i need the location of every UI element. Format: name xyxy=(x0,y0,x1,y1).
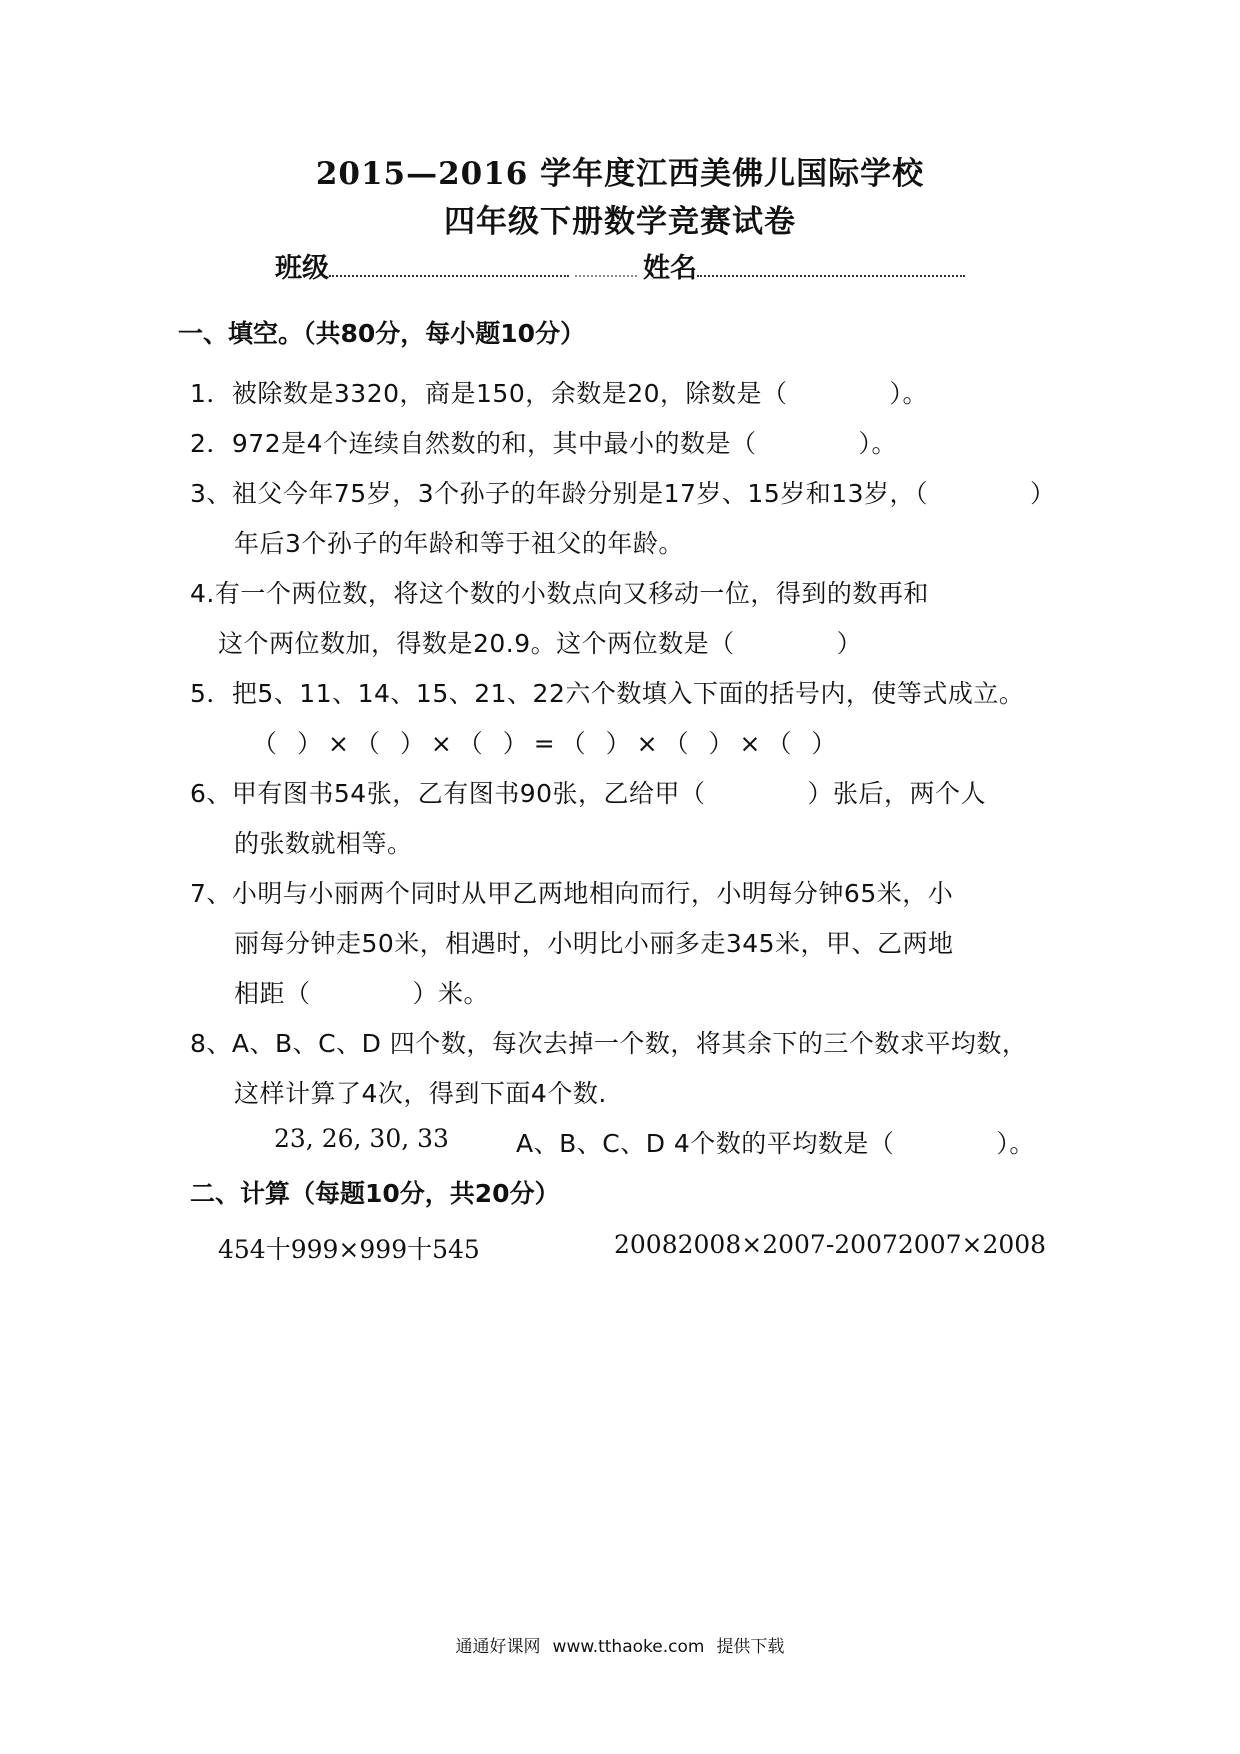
question-4-line-2: 这个两位数加，得数是20.9。这个两位数是（ ） xyxy=(218,629,863,658)
section2-heading: 二、计算（每题10分，共20分） xyxy=(190,1179,560,1208)
question-3-line-2: 年后3个孙子的年龄和等于祖父的年龄。 xyxy=(234,529,684,558)
name-label: 姓名 xyxy=(643,253,697,284)
student-info-row xyxy=(0,246,1240,285)
section1-heading: 一、填空。（共80分，每小题10分） xyxy=(178,319,586,348)
question-7-line-3: 相距（ ）米。 xyxy=(234,979,490,1008)
calc-expression-1: 454十999×999十545 xyxy=(218,1235,480,1264)
question-8-line-2: 这样计算了4次，得到下面4个数. xyxy=(234,1079,607,1108)
question-5-line-1: 5．把5、11、14、15、21、22六个数填入下面的括号内，使等式成立。 xyxy=(190,679,1025,708)
question-8-line-1: 8、A、B、C、D 四个数，每次去掉一个数，将其余下的三个数求平均数， xyxy=(190,1029,1028,1058)
question-7-line-1: 7、小明与小丽两个同时从甲乙两地相向而行，小明每分钟65米，小 xyxy=(190,879,954,908)
question-1-line-1: 1．被除数是3320，商是150，余数是20，除数是（ ）。 xyxy=(190,379,929,408)
question-7-line-2: 丽每分钟走50米，相遇时，小明比小丽多走345米，甲、乙两地 xyxy=(234,929,954,958)
question-3-line-1: 3、祖父今年75岁，3个孙子的年龄分别是17岁、15岁和13岁，（ ） xyxy=(190,479,1056,508)
calc-expression-2: 20082008×2007-20072007×2008 xyxy=(614,1230,1047,1259)
class-label: 班级 xyxy=(275,253,329,284)
dotted-separator xyxy=(575,249,637,277)
footer-url[interactable]: www.tthaoke.com xyxy=(552,1637,705,1657)
exam-title-line2: 四年级下册数学竞赛试卷 xyxy=(444,204,796,240)
question-8-numbers: 23, 26, 30, 33 xyxy=(274,1124,449,1153)
footer-site-name: 通通好课网 xyxy=(455,1637,541,1657)
question-8-line-4: A、B、C、D 4个数的平均数是（ ）。 xyxy=(516,1129,1035,1158)
question-2-line-1: 2．972是4个连续自然数的和，其中最小的数是（ ）。 xyxy=(190,429,898,458)
question-4-line-1: 4.有一个两位数，将这个数的小数点向又移动一位，得到的数再和 xyxy=(190,579,929,608)
class-blank[interactable] xyxy=(329,249,569,277)
download-footer xyxy=(0,1632,1240,1657)
name-blank[interactable] xyxy=(697,249,965,277)
question-6-line-1: 6、甲有图书54张，乙有图书90张，乙给甲（ ）张后，两个人 xyxy=(190,779,987,808)
question-5-line-2: （ ）×（ ）×（ ）=（ ）×（ ）×（ ） xyxy=(252,729,843,758)
footer-suffix: 提供下载 xyxy=(716,1637,785,1657)
exam-title-line1: 2015—2016 学年度江西美佛儿国际学校 xyxy=(315,156,925,192)
question-6-line-2: 的张数就相等。 xyxy=(234,829,413,858)
